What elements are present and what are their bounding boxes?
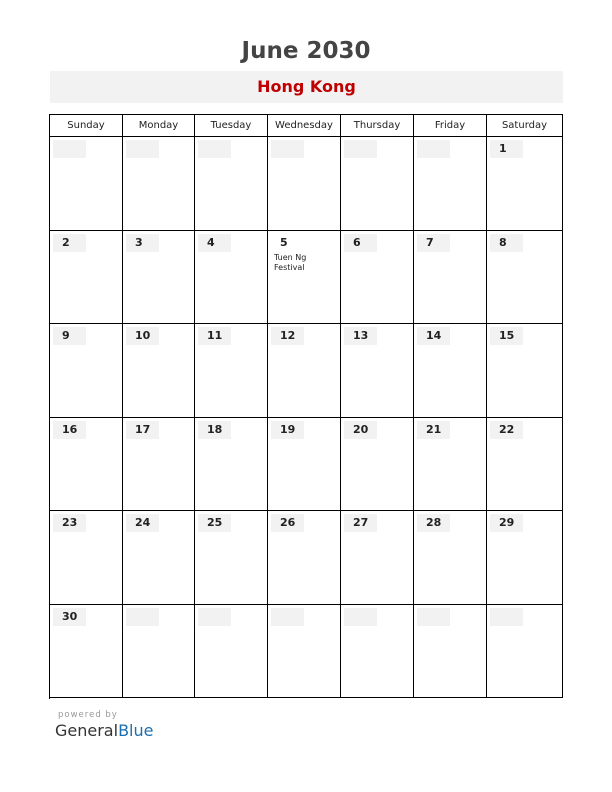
weekday-header-wednesday: Wednesday xyxy=(268,115,341,137)
day-number: 13 xyxy=(344,327,377,345)
day-number: 29 xyxy=(490,514,523,532)
day-cell[interactable] xyxy=(123,231,195,325)
day-number: 11 xyxy=(198,327,231,345)
day-cell[interactable] xyxy=(414,231,487,325)
calendar-weeks xyxy=(50,137,563,698)
day-cell[interactable] xyxy=(123,324,195,418)
day-cell[interactable] xyxy=(414,137,487,231)
day-cell[interactable] xyxy=(195,511,268,605)
day-cell[interactable] xyxy=(487,231,563,325)
day-cell[interactable] xyxy=(487,137,563,231)
page-title: June 2030 xyxy=(241,38,371,64)
week-row xyxy=(50,511,563,605)
day-cell[interactable] xyxy=(195,324,268,418)
day-number: 5 xyxy=(280,235,288,249)
day-number xyxy=(417,608,450,626)
day-cell[interactable] xyxy=(50,231,123,325)
day-number xyxy=(126,608,159,626)
day-number: 19 xyxy=(271,421,304,439)
day-cell[interactable] xyxy=(341,605,414,699)
weekday-header-tuesday: Tuesday xyxy=(195,115,268,137)
day-number xyxy=(198,140,231,158)
day-number: 7 xyxy=(417,234,450,252)
calendar-grid xyxy=(49,114,563,699)
week-row xyxy=(50,605,563,699)
brand-blue: Blue xyxy=(118,721,154,740)
weekday-header-friday: Friday xyxy=(414,115,487,137)
day-cell[interactable] xyxy=(487,418,563,512)
day-cell[interactable] xyxy=(123,605,195,699)
day-number xyxy=(490,608,523,626)
day-cell[interactable] xyxy=(268,418,341,512)
day-number xyxy=(271,140,304,158)
day-number: 3 xyxy=(126,234,159,252)
day-cell[interactable] xyxy=(50,418,123,512)
day-cell[interactable] xyxy=(341,418,414,512)
day-number: 6 xyxy=(344,234,377,252)
day-cell[interactable] xyxy=(414,324,487,418)
day-cell[interactable] xyxy=(414,511,487,605)
day-number: 30 xyxy=(53,608,86,626)
day-cell[interactable] xyxy=(414,418,487,512)
day-number xyxy=(53,140,86,158)
week-row xyxy=(50,324,563,418)
day-cell[interactable] xyxy=(341,324,414,418)
day-cell[interactable] xyxy=(268,511,341,605)
day-number xyxy=(417,140,450,158)
day-cell[interactable] xyxy=(268,137,341,231)
day-number: 16 xyxy=(53,421,86,439)
day-number: 2 xyxy=(53,234,86,252)
day-number: 22 xyxy=(490,421,523,439)
day-cell[interactable] xyxy=(50,605,123,699)
day-number: 1 xyxy=(490,140,523,158)
day-cell[interactable] xyxy=(487,605,563,699)
day-cell[interactable] xyxy=(195,418,268,512)
day-cell[interactable] xyxy=(341,511,414,605)
day-cell[interactable] xyxy=(268,231,341,325)
day-cell[interactable] xyxy=(195,605,268,699)
day-number xyxy=(271,608,304,626)
weekday-header-thursday: Thursday xyxy=(341,115,414,137)
day-cell[interactable] xyxy=(195,137,268,231)
day-cell[interactable] xyxy=(414,605,487,699)
day-cell[interactable] xyxy=(487,511,563,605)
region-label: Hong Kong xyxy=(50,71,563,103)
holiday-event: Tuen Ng Festival xyxy=(274,252,307,272)
day-number: 14 xyxy=(417,327,450,345)
day-number: 12 xyxy=(271,327,304,345)
day-number: 10 xyxy=(126,327,159,345)
weekday-header-monday: Monday xyxy=(123,115,195,137)
weekday-header-row xyxy=(50,115,563,137)
day-number xyxy=(344,140,377,158)
day-cell[interactable] xyxy=(123,511,195,605)
day-cell[interactable] xyxy=(50,324,123,418)
day-cell[interactable] xyxy=(341,137,414,231)
week-row xyxy=(50,137,563,231)
day-number: 21 xyxy=(417,421,450,439)
day-number: 25 xyxy=(198,514,231,532)
day-cell[interactable] xyxy=(123,418,195,512)
week-row xyxy=(50,231,563,325)
weekday-header-saturday: Saturday xyxy=(487,115,563,137)
day-cell[interactable] xyxy=(268,605,341,699)
day-number: 28 xyxy=(417,514,450,532)
brand-general: General xyxy=(55,721,119,740)
day-number: 17 xyxy=(126,421,159,439)
day-number xyxy=(198,608,231,626)
day-number xyxy=(344,608,377,626)
day-number: 26 xyxy=(271,514,304,532)
day-cell[interactable] xyxy=(195,231,268,325)
day-number: 15 xyxy=(490,327,523,345)
powered-by-text: powered by xyxy=(58,710,118,720)
day-cell[interactable] xyxy=(341,231,414,325)
week-row xyxy=(50,418,563,512)
day-number: 18 xyxy=(198,421,231,439)
day-cell[interactable] xyxy=(50,137,123,231)
day-number xyxy=(126,140,159,158)
day-number: 4 xyxy=(198,234,231,252)
generalblue-logo[interactable] xyxy=(55,721,153,740)
day-cell[interactable] xyxy=(123,137,195,231)
day-number: 20 xyxy=(344,421,377,439)
weekday-header-sunday: Sunday xyxy=(50,115,123,137)
day-number: 9 xyxy=(53,327,86,345)
day-number: 24 xyxy=(126,514,159,532)
day-cell[interactable] xyxy=(487,324,563,418)
day-number: 27 xyxy=(344,514,377,532)
day-cell[interactable] xyxy=(268,324,341,418)
day-number: 8 xyxy=(490,234,523,252)
day-number: 23 xyxy=(53,514,86,532)
day-cell[interactable] xyxy=(50,511,123,605)
